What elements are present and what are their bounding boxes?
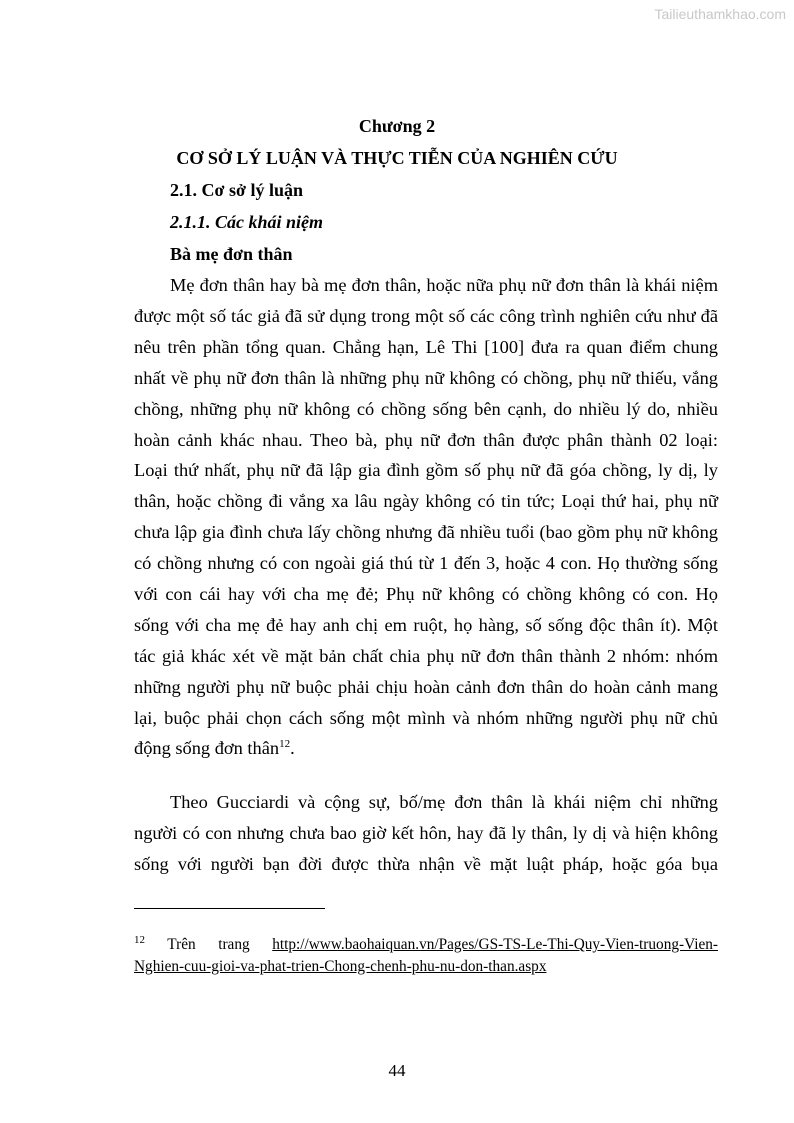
text-line: được một số tác giả đã sử dụng trong một số các công trình nghiên cứu như đã — [134, 306, 718, 326]
footnote-line-1 — [134, 933, 719, 954]
footnote-link-continued[interactable]: Nghien-cuu-gioi-va-phat-trien-Chong-chenh-phu-nu-don-than.aspx — [134, 958, 547, 975]
section-heading: 2.1. Cơ sở lý luận — [170, 180, 303, 200]
footnote-prefix: Trên trang — [167, 936, 250, 953]
text-line: Mẹ đơn thân hay bà mẹ đơn thân, hoặc nữa phụ nữ đơn thân là khái niệm — [170, 275, 718, 295]
text-line: thân, hoặc chồng đi vắng xa lâu ngày không có tin tức; Loại thứ hai, phụ nữ — [134, 491, 718, 511]
page-number: 44 — [388, 1061, 406, 1080]
text-line: với con cái hay với cha mẹ đẻ; Phụ nữ không có chồng không có con. Họ — [134, 584, 718, 604]
footnote-separator — [134, 908, 325, 909]
text-line: những người phụ nữ buộc phải chịu hoàn cảnh đơn thân do hoàn cảnh mang — [134, 677, 718, 697]
text-line: Loại thứ nhất, phụ nữ đã lập gia đình gồm số phụ nữ đã góa chồng, ly dị, ly — [134, 460, 718, 480]
chapter-title: CƠ SỞ LÝ LUẬN VÀ THỰC TIỄN CỦA NGHIÊN CỨU — [176, 148, 618, 168]
footnote-line-2 — [134, 958, 718, 976]
watermark: Tailieuthamkhao.com — [654, 6, 786, 22]
text-line: chưa lập gia đình chưa lấy chồng nhưng đã nhiều tuổi (bao gồm phụ nữ không — [134, 522, 718, 542]
text-line: lại, buộc phải chọn cách sống một mình và nhóm những người phụ nữ chủ — [134, 708, 718, 728]
text-line: tác giả khác xét về mặt bản chất chia phụ nữ đơn thân thành 2 nhóm: nhóm — [134, 646, 718, 666]
subsection-heading: 2.1.1. Các khái niệm — [170, 212, 324, 232]
text-line: người có con nhưng chưa bao giờ kết hôn, hay đã ly thân, ly dị và hiện không — [134, 823, 718, 843]
footnote-reference[interactable]: 12 — [279, 737, 291, 750]
text-line: sống với cha mẹ đẻ hay anh chị em ruột, họ hàng, số sống độc thân ít). Một — [134, 615, 718, 635]
footnote-link[interactable]: http://www.baohaiquan.vn/Pages/GS-TS-Le-Thi-Quy-Vien-truong-Vien- — [272, 936, 719, 953]
footnote-number: 12 — [134, 933, 145, 946]
text-line: nêu trên phần tổng quan. Chẳng hạn, Lê Thi [100] đưa ra quan điểm chung — [134, 337, 718, 357]
text-line: chồng, những phụ nữ không có chồng sống bên cạnh, do nhiều lý do, nhiều — [134, 399, 718, 419]
text-line: nhất về phụ nữ đơn thân là những phụ nữ không có chồng, phụ nữ thiếu, vắng — [134, 368, 718, 388]
text-line: hoàn cảnh khác nhau. Theo bà, phụ nữ đơn thân được phân thành 02 loại: — [134, 430, 718, 450]
text-line: có chồng nhưng có con ngoài giá thú từ 1 đến 3, hoặc 4 con. Họ thường sống — [134, 553, 718, 573]
paragraph-last-line — [134, 738, 295, 758]
text-line: sống với người bạn đời được thừa nhận về mặt luật pháp, hoặc góa bụa — [134, 854, 718, 874]
term-heading: Bà mẹ đơn thân — [170, 244, 293, 264]
chapter-number: Chương 2 — [358, 116, 436, 136]
text: động sống đơn thân — [134, 738, 280, 758]
text: . — [290, 738, 295, 758]
text-line: Theo Gucciardi và cộng sự, bố/mẹ đơn thân là khái niệm chỉ những — [170, 792, 718, 812]
